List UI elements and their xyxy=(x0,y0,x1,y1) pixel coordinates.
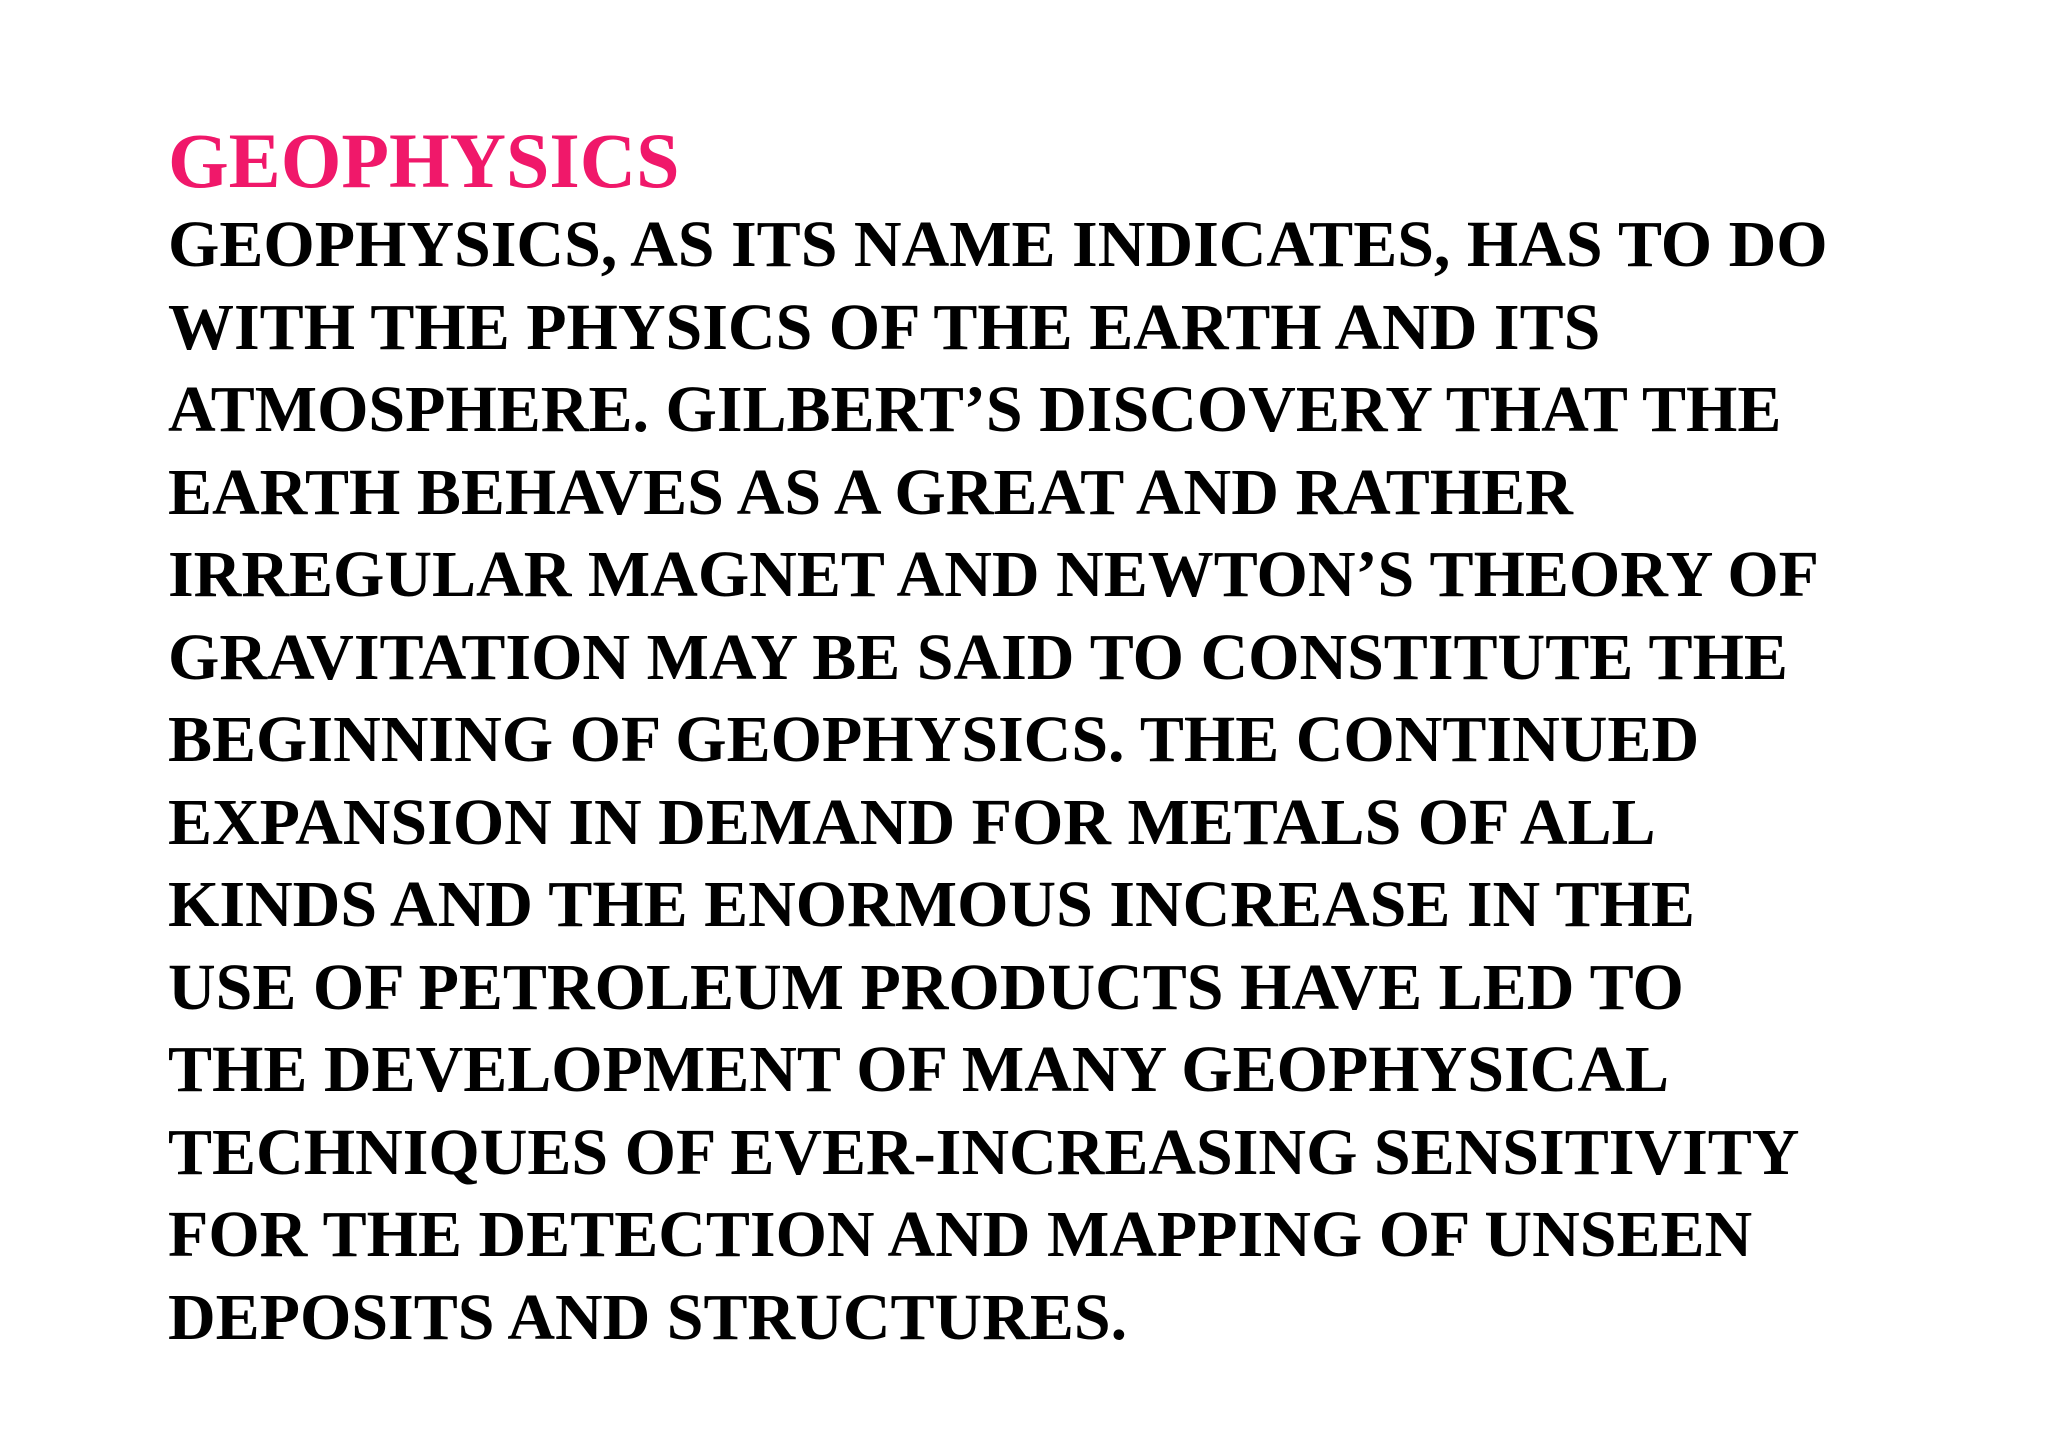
body-line: GRAVITATION MAY BE SAID TO CONSTITUTE THE xyxy=(168,620,1788,694)
body-line: USE OF PETROLEUM PRODUCTS HAVE LED TO xyxy=(168,950,1684,1024)
body-line: FOR THE DETECTION AND MAPPING OF UNSEEN xyxy=(168,1198,1753,1271)
body-line: IRREGULAR MAGNET AND NEWTON’S THEORY OF xyxy=(168,538,1819,611)
body-line: TECHNIQUES OF EVER-INCREASING SENSITIVITY xyxy=(168,1115,1800,1189)
body-line: DEPOSITS AND STRUCTURES. xyxy=(168,1280,1128,1354)
slide-title: GEOPHYSICS xyxy=(168,117,680,204)
body-line: EARTH BEHAVES AS A GREAT AND RATHER xyxy=(168,455,1573,529)
body-line: KINDS AND THE ENORMOUS INCREASE IN THE xyxy=(168,868,1695,941)
slide-content xyxy=(168,118,2008,1359)
body-line: GEOPHYSICS, AS ITS NAME INDICATES, HAS TO DO xyxy=(168,208,1828,281)
body-line: ATMOSPHERE. GILBERT’S DISCOVERY THAT THE xyxy=(168,373,1782,446)
body-line: BEGINNING OF GEOPHYSICS. THE CONTINUED xyxy=(168,703,1700,776)
slide-body xyxy=(168,204,2008,1359)
body-line: WITH THE PHYSICS OF THE EARTH AND ITS xyxy=(168,290,1601,364)
body-line: EXPANSION IN DEMAND FOR METALS OF ALL xyxy=(168,785,1656,859)
body-line: THE DEVELOPMENT OF MANY GEOPHYSICAL xyxy=(168,1033,1670,1106)
